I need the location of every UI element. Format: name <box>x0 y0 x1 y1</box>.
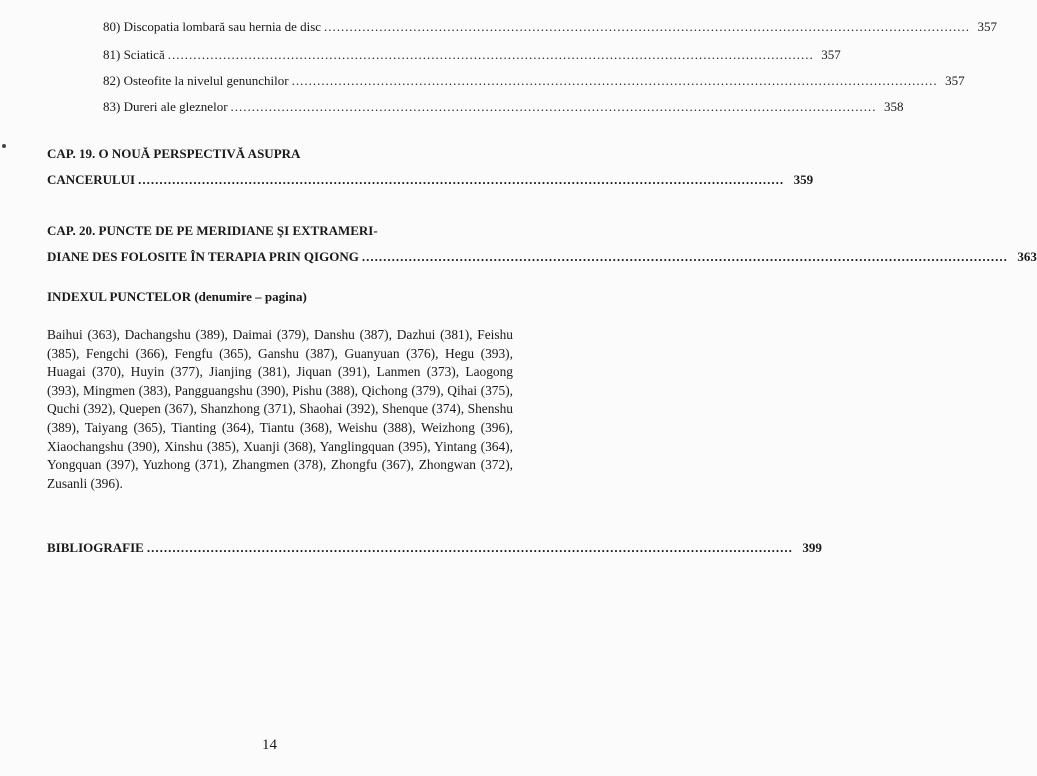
index-heading: INDEXUL PUNCTELOR (denumire – pagina) <box>47 289 307 304</box>
toc-entry-80 <box>103 19 998 35</box>
toc-entry-page: 358 <box>884 99 904 114</box>
bibliography-label: BIBLIOGRAFIE <box>47 540 144 555</box>
scan-speck <box>2 144 6 148</box>
dot-leader: ........................................................................................................................................................ <box>230 99 877 114</box>
toc-entry-83 <box>103 99 904 115</box>
toc-entry-page: 357 <box>977 19 998 34</box>
chapter-title-row <box>47 249 1037 265</box>
toc-entry-label: 83) Dureri ale gleznelor <box>103 99 228 114</box>
bibliography-page: 399 <box>802 540 822 555</box>
page-number: 14 <box>262 737 277 753</box>
toc-entry-81 <box>103 47 841 63</box>
toc-entry-82 <box>103 73 965 89</box>
chapter-19 <box>47 146 814 188</box>
index-points-text: Baihui (363), Dachangshu (389), Daimai (379), Danshu (387), Dazhui (381), Feishu (385), Fengchi (366), Fengfu (365), Ganshu (387), Guanyuan (376), Hegu (393), Huagai (370), Huyin (377), Jianjing (381), Jiquan (391), Lanmen (373), Laogong (393), Mingmen (383), Pangguangshu (390), Pishu (388), Qichong (379), Qihai (375), Quchi (392), Quepen (367), Shanzhong (371), Shaohai (392), Shenque (374), Shenshu (389), Taiyang (365), Tianting (364), Tiantu (368), Weishu (388), Weizhong (396), Xiaochangshu (390), Xinshu (385), Xuanji (368), Yanglingquan (395), Yintang (364), Yongquan (397), Yuzhong (371), Zhangmen (378), Zhongfu (367), Zhongwan (372), Zusanli (396). <box>47 327 513 491</box>
toc-entry-page: 357 <box>821 47 841 62</box>
toc-entry-label: 80) Discopatia lombară sau hernia de disc <box>103 19 322 34</box>
chapter-title-line1: CAP. 20. PUNCTE DE PE MERIDIANE ŞI EXTRAMERI- <box>47 223 378 238</box>
chapter-title-line2: DIANE DES FOLOSITE ÎN TERAPIA PRIN QIGONG <box>47 249 359 264</box>
chapter-page: 359 <box>793 172 814 187</box>
dot-leader: ........................................................................................................................................................ <box>361 249 1008 264</box>
chapter-20 <box>47 223 1037 265</box>
dot-leader: ........................................................................................................................................................ <box>291 73 938 88</box>
chapter-title-line1: CAP. 19. O NOUĂ PERSPECTIVĂ ASUPRA <box>47 146 301 161</box>
bibliography-entry <box>47 540 822 556</box>
toc-entry-label: 81) Sciatică <box>103 47 165 62</box>
chapter-title-row <box>47 172 814 188</box>
dot-leader: ........................................................................................................................................................ <box>167 47 814 62</box>
toc-entry-page: 357 <box>945 73 965 88</box>
bibliography-row <box>47 540 822 556</box>
toc-entry-label: 82) Osteofite la nivelul genunchilor <box>103 73 289 88</box>
dot-leader: ........................................................................................................................................................ <box>324 19 971 34</box>
dot-leader: ........................................................................................................................................................ <box>146 540 793 555</box>
dot-leader: ........................................................................................................................................................ <box>138 172 785 187</box>
chapter-title-line2: CANCERULUI <box>47 172 136 187</box>
chapter-page: 363 <box>1017 249 1037 264</box>
